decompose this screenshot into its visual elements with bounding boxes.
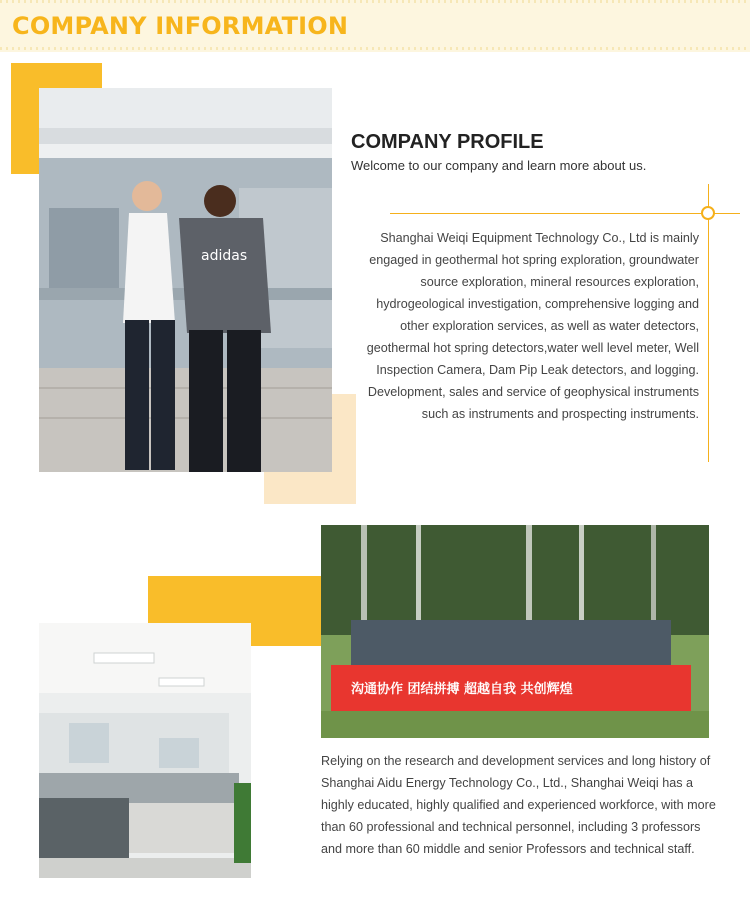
profile-paragraph-2: Relying on the research and development services and long history of Shanghai Aidu Energy Technology Co., Ltd., Shanghai Weiqi has a highly educated, highly qualified and experienced workforce, with more than 60 professional and technical personnel, including 3 professors and more than 60 middle and senior Professors and technical staff.: [321, 754, 716, 856]
profile-paragraph-1: Shanghai Weiqi Equipment Technology Co., Ltd is mainly engaged in geothermal hot spring exploration, groundwater source exploration, mineral resources exploration, hydrogeological investigation, comprehensive logging and other exploration services, as well as water detectors, geothermal hot spring detectors,water well level meter, Well Inspection Camera, Dam Pip Leak detectors, and logging. Development, sales and service of geophysical instruments such as instruments and prospecting instruments.: [366, 231, 699, 421]
profile-title: COMPANY PROFILE: [351, 131, 544, 153]
team-banner-text: 沟通协作 团结拼搏 超越自我 共创辉煌: [351, 682, 573, 697]
banner-border: [0, 47, 750, 50]
photo-office: [39, 623, 251, 878]
page-title: COMPANY INFORMATION: [12, 12, 349, 40]
ring-icon: [701, 206, 715, 220]
divider-vertical: [708, 184, 709, 462]
photo-visitors: [39, 88, 332, 472]
photo-team: [321, 525, 709, 738]
divider-horizontal: [390, 213, 740, 214]
shirt-text: adidas: [201, 248, 248, 264]
profile-subtitle: Welcome to our company and learn more about us.: [351, 158, 647, 173]
